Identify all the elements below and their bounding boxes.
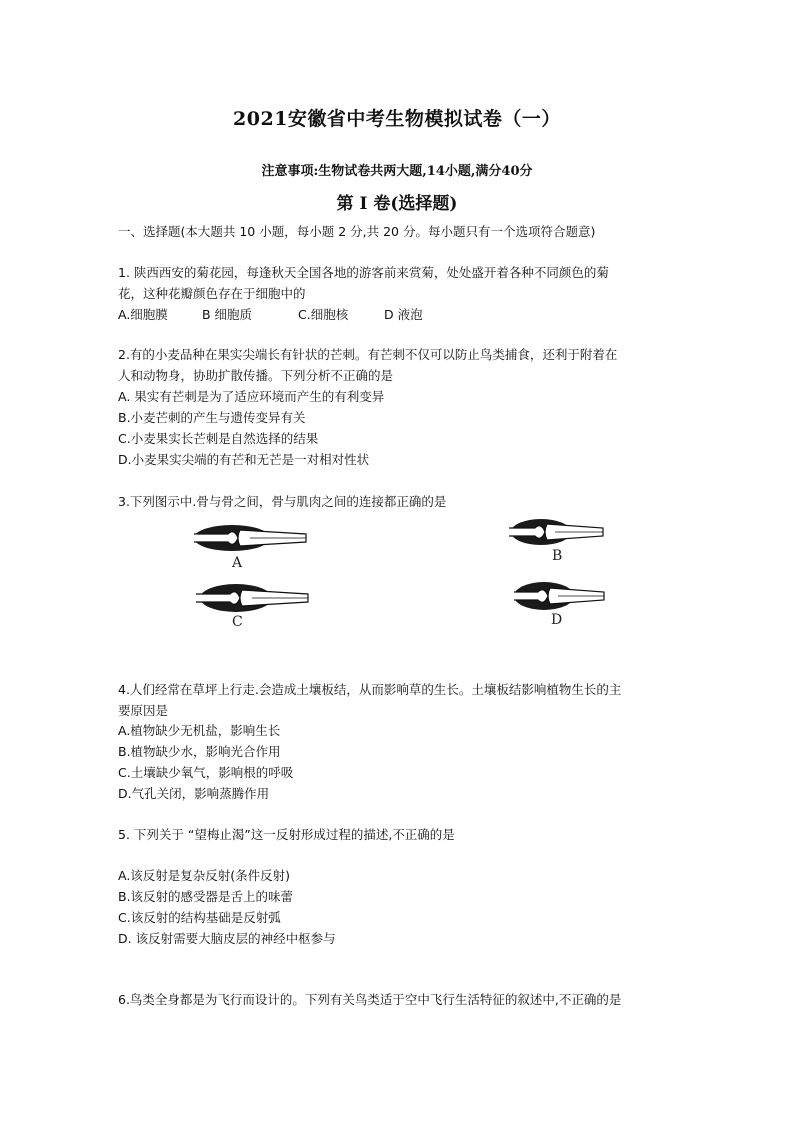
- q4-option-c: C.土壤缺少氧气，影响根的呼吸: [118, 765, 294, 780]
- q4-option-b: B.植物缺少水，影响光合作用: [118, 744, 281, 759]
- joint-figure-a: [188, 520, 308, 556]
- exam-notice: 注意事项:生物试卷共两大题,14小题,满分40分: [261, 164, 533, 179]
- figure-label-c: C: [232, 614, 243, 630]
- q4-stem-line2: 要原因是: [118, 703, 169, 718]
- figure-label-a: A: [232, 555, 243, 571]
- section-title: 第 I 卷(选择题): [336, 194, 458, 214]
- q1-option-d: D 液泡: [384, 307, 423, 322]
- q1-options: [118, 307, 423, 323]
- q2-stem-line1: 2.有的小麦品种在果实尖端长有针状的芒刺。有芒刺不仅可以防止鸟类捕食，还利于附着在: [118, 347, 618, 362]
- q2-option-a: A. 果实有芒刺是为了适应环境而产生的有利变异: [118, 389, 385, 404]
- q2-option-b: B.小麦芒刺的产生与遗传变异有关: [118, 410, 306, 425]
- joint-figure-b: [505, 514, 605, 550]
- q2-option-d: D.小麦果实尖端的有芒和无芒是一对相对性状: [118, 452, 370, 467]
- q2-option-c: C.小麦果实长芒刺是自然选择的结果: [118, 431, 319, 446]
- q6-stem: 6.鸟类全身都是为飞行而设计的。下列有关鸟类适于空中飞行生活特征的叙述中,不正确的是: [118, 992, 622, 1007]
- figure-label-b: B: [552, 548, 563, 564]
- q5-option-b: B.该反射的感受器是舌上的味蕾: [118, 889, 294, 904]
- joint-figure-c: [190, 580, 310, 616]
- q1-option-a: A.细胞膜: [118, 307, 168, 322]
- q2-stem-line2: 人和动物身，协助扩散传播。下列分析不正确的是: [118, 368, 394, 383]
- figure-label-d: D: [551, 612, 563, 628]
- q4-stem-line1: 4.人们经常在草坪上行走.会造成土壤板结，从而影响草的生长。土壤板结影响植物生长的主: [118, 682, 622, 697]
- exam-title: 2021安徽省中考生物模拟试卷（一）: [233, 108, 561, 130]
- q1-option-b: B 细胞质: [202, 307, 253, 322]
- q4-option-d: D.气孔关闭，影响蒸腾作用: [118, 786, 270, 801]
- q5-option-a: A.该反射是复杂反射(条件反射): [118, 868, 291, 883]
- q4-option-a: A.植物缺少无机盐，影响生长: [118, 723, 281, 738]
- q1-option-c: C.细胞核: [298, 307, 349, 322]
- q1-stem-line2: 花，这种花瓣颜色存在于细胞中的: [118, 286, 306, 301]
- q3-stem: 3.下列图示中.骨与骨之间，骨与肌肉之间的连接都正确的是: [118, 494, 447, 509]
- q5-option-c: C.该反射的结构基础是反射弧: [118, 910, 281, 925]
- q5-option-d: D. 该反射需要大脑皮层的神经中枢参与: [118, 931, 336, 946]
- joint-figure-d: [510, 578, 606, 614]
- q1-stem-line1: 1. 陕西西安的菊花园，每逢秋天全国各地的游客前来赏菊，处处盛开着各种不同颜色的菊: [118, 265, 609, 280]
- q5-stem: 5. 下列关于 “望梅止渴”这一反射形成过程的描述,不正确的是: [118, 827, 455, 842]
- part-intro: 一、选择题(本大题共 10 小题，每小题 2 分,共 20 分。每小题只有一个选项符合题意): [118, 224, 596, 239]
